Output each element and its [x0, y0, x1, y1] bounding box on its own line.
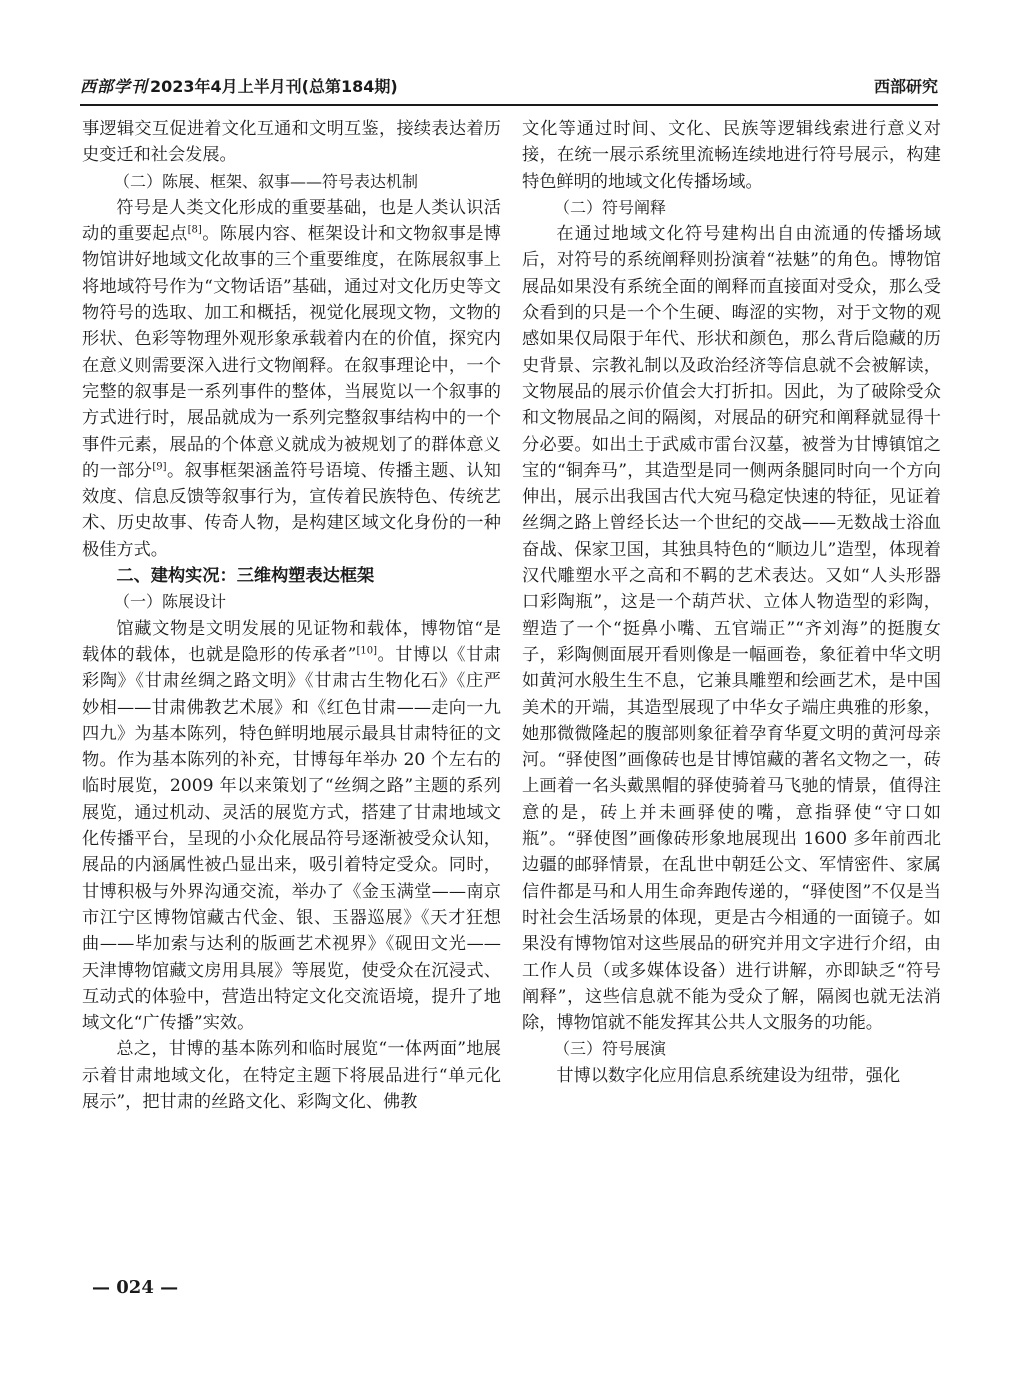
left-column	[82, 116, 501, 1115]
subsection-heading: （二）陈展、框架、叙事——符号表达机制	[114, 171, 419, 191]
page-number: — 024 —	[92, 1277, 179, 1298]
citation: [8]	[187, 224, 202, 236]
paragraph: 总之，甘博的基本陈列和临时展览“一体两面”地展示着甘肃地域文化，在特定主题下将展品进行“单元化展示”，把甘肃的丝路文化、彩陶文化、佛教	[82, 1039, 501, 1112]
running-header	[80, 70, 938, 106]
subsection-heading: （三）符号展演	[554, 1039, 667, 1059]
citation: [10]	[356, 645, 377, 657]
paragraph: 事逻辑交互促进着文化互通和文明互鉴，接续表达着历史变迁和社会发展。	[82, 119, 501, 166]
subsection-heading: （二）符号阐释	[554, 197, 667, 217]
journal-title	[80, 74, 398, 97]
paragraph: 在通过地域文化符号建构出自由流通的传播场域后，对符号的系统阐释则扮演着“祛魅”的角色。博物馆展品如果没有系统全面的阐释而直接面对受众，那么受众看到的只是一个个生硬、晦涩的实物，对于文物的观感如果仅局限于年代、形状和颜色，那么背后隐藏的历史背景、宗教礼制以及政治经济等信息就不会被解读，文物展品的展示价值会大打折扣。因此，为了破除受众和文物展品之间的隔阂，对展品的研究和阐释就显得十分必要。如出土于武威市雷台汉墓，被誉为甘博镇馆之宝的“铜奔马”，其造型是同一侧两条腿同时向一个方向伸出，展示出我国古代大宛马稳定快速的特征，见证着丝绸之路上曾经长达一个世纪的交战——无数战士浴血奋战、保家卫国，其独具特色的“顺边儿”造型，体现着汉代雕塑水平之高和不羁的艺术表达。又如“人头形器口彩陶瓶”，这是一个葫芦状、立体人物造型的彩陶，塑造了一个“挺鼻小嘴、五官端正”“齐刘海”的挺腹女子，彩陶侧面展开看则像是一幅画卷，象征着中华文明如黄河水般生生不息，它兼具雕塑和绘画艺术，是中国美术的开端，其造型展现了中华女子端庄典雅的形象，她那微微隆起的腹部则象征着孕育华夏文明的黄河母亲河。“驿使图”画像砖也是甘博馆藏的著名文物之一，砖上画着一名头戴黑帽的驿使骑着马飞驰的情景，值得注意的是，砖上并未画驿使的嘴，意指驿使“守口如瓶”。“驿使图”画像砖形象地展现出 1600 多年前西北边疆的邮驿情景，在乱世中朝廷公文、军情密件、家属信件都是马和人用生命奔跑传递的，“驿使图”不仅是当时社会生活场景的体现，更是古今相通的一面镜子。如果没有博物馆对这些展品的研究并用文字进行介绍，由工作人员（或多媒体设备）进行讲解，亦即缺乏“符号阐释”，这些信息就不能为受众了解，隔阂也就无法消除，博物馆就不能发挥其公共人文服务的功能。	[522, 224, 941, 1034]
section-name: 西部研究	[873, 77, 938, 96]
citation: [9]	[152, 461, 167, 473]
subsection-heading: （一）陈展设计	[114, 592, 227, 612]
paragraph: 符号是人类文化形成的重要基础，也是人类认识活动的重要起点[8]。陈展内容、框架设计和文物叙事是博物馆讲好地域文化故事的三个重要维度，在陈展叙事上将地域符号作为“文物话语”基础，通过对文化历史等文物符号的选取、加工和概括，视觉化展现文物，文物的形状、色彩等物理外观形象承载着内在的价值，探究内在意义则需要深入进行文物阐释。在叙事理论中，一个完整的叙事是一系列事件的整体，当展览以一个叙事的方式进行时，展品就成为一系列完整叙事结构中的一个事件元素，展品的个体意义就成为被规划了的群体意义的一部分[9]。叙事框架涵盖符号语境、传播主题、认知效度、信息反馈等叙事行为，宣传着民族特色、传统艺术、历史故事、传奇人物，是构建区域文化身份的一种极佳方式。	[82, 197, 501, 560]
paragraph: 馆藏文物是文明发展的见证物和载体，博物馆“是载体的载体，也就是隐形的传承者”[10]。甘博以《甘肃彩陶》《甘肃丝绸之路文明》《甘肃古生物化石》《庄严妙相——甘肃佛教艺术展》和《红色甘肃——走向一九四九》为基本陈列，特色鲜明地展示最具甘肃特征的文物。作为基本陈列的补充，甘博每年举办 20 个左右的临时展览，2009 年以来策划了“丝绸之路”主题的系列展览，通过机动、灵活的展览方式，搭建了甘肃地域文化传播平台，呈现的小众化展品符号逐渐被受众认知，展品的内涵属性被凸显出来，吸引着特定受众。同时，甘博积极与外界沟通交流，举办了《金玉满堂——南京市江宁区博物馆藏古代金、银、玉器巡展》《天才狂想曲——毕加索与达利的版画艺术视界》《砚田文光——天津博物馆藏文房用具展》等展览，使受众在沉浸式、互动式的体验中，营造出特定文化交流语境，提升了地域文化“广传播”实效。	[82, 618, 501, 1034]
journal-issue: 2023年4月上半月刊(总第184期)	[150, 77, 398, 96]
paragraph: 甘博以数字化应用信息系统建设为纽带，强化	[556, 1065, 901, 1086]
right-column	[522, 116, 941, 1089]
section-heading: 二、建构实况：三维构塑表达框架	[116, 566, 375, 587]
journal-logo: 西部学刊	[80, 77, 149, 96]
paragraph: 文化等通过时间、文化、民族等逻辑线索进行意义对接，在统一展示系统里流畅连续地进行符号展示，构建特色鲜明的地域文化传播场域。	[522, 119, 941, 192]
